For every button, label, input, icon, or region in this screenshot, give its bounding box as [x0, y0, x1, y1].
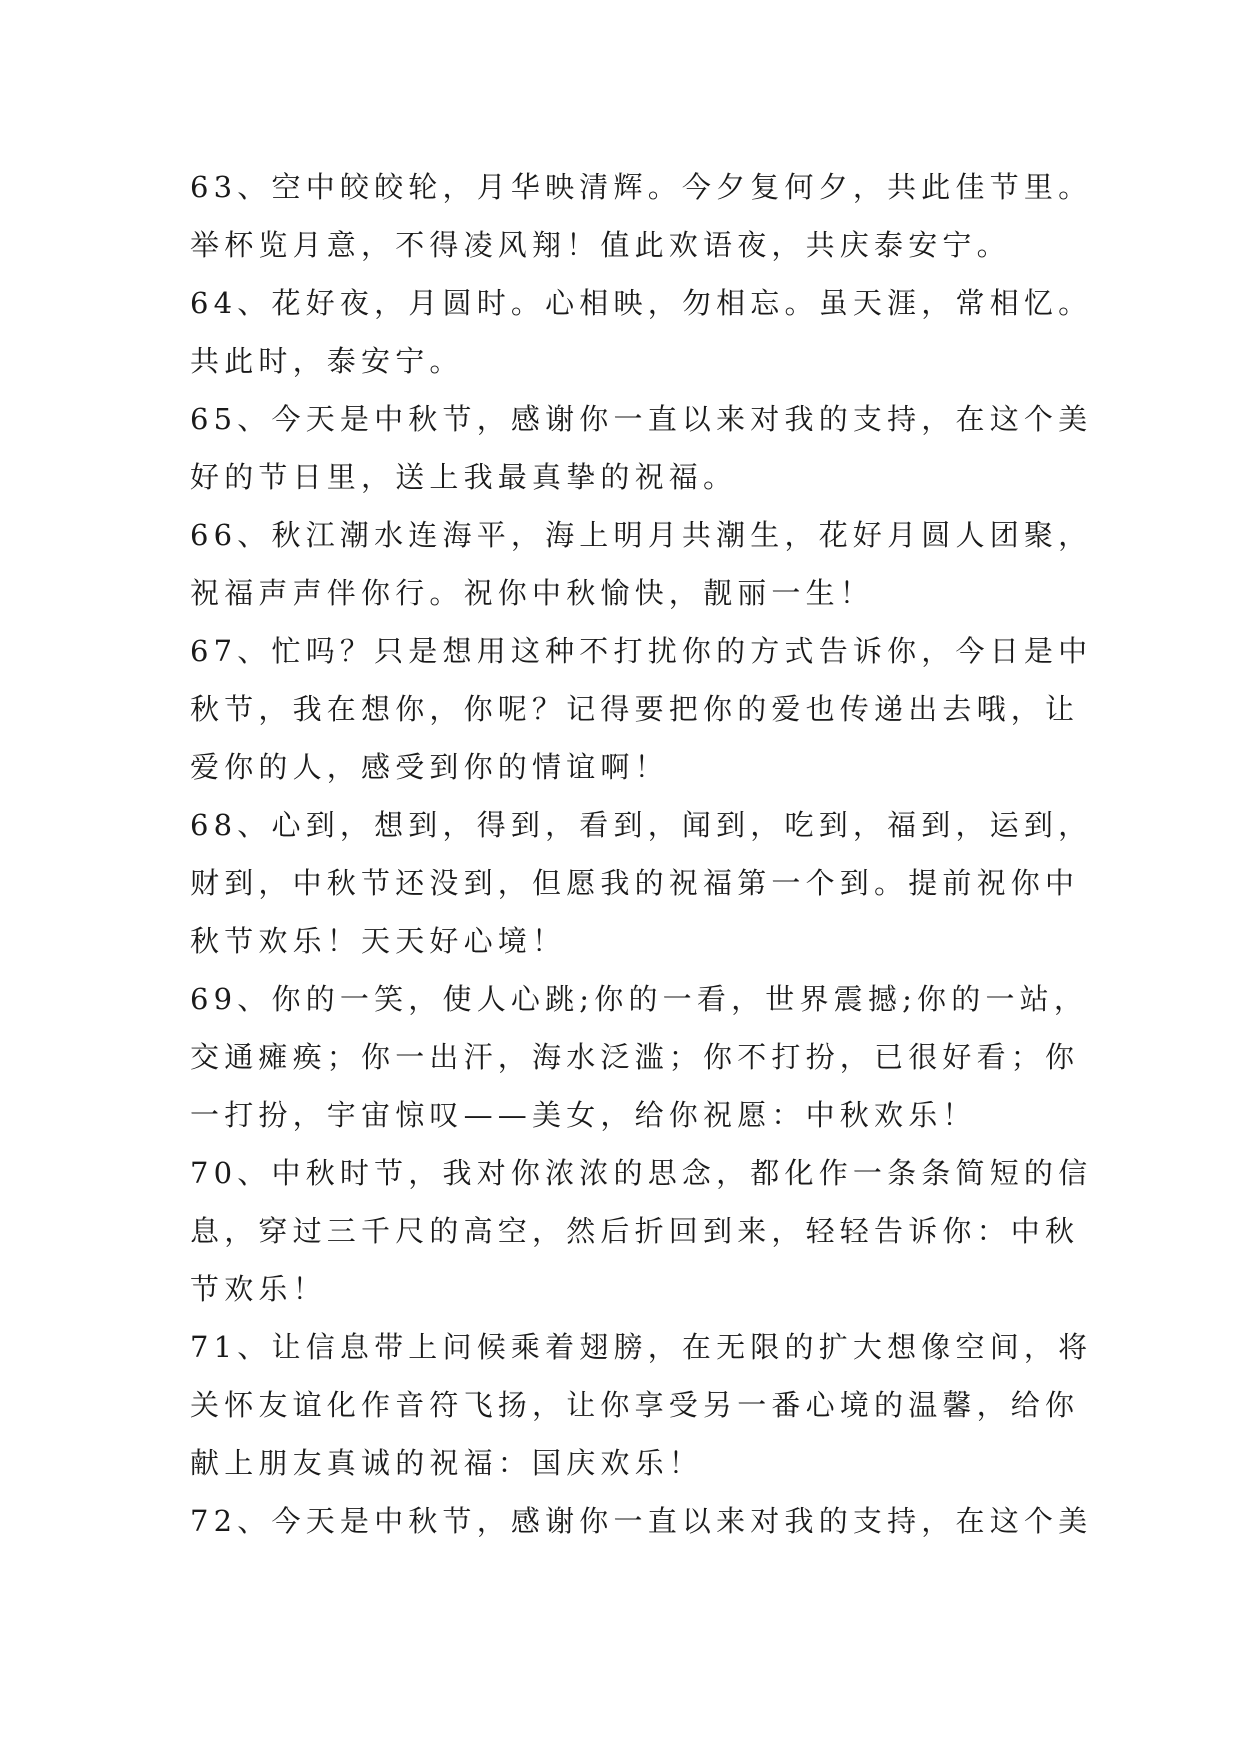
text-line: 交通瘫痪；你一出汗，海水泛滥；你不打扮，已很好看；你: [190, 1040, 1080, 1074]
text-line: 70、中秋时节，我对你浓浓的思念，都化作一条条简短的信: [190, 1156, 1093, 1190]
text-line: 71、让信息带上问候乘着翅膀，在无限的扩大想像空间，将: [190, 1330, 1093, 1364]
text-line: 67、忙吗？只是想用这种不打扰你的方式告诉你，今日是中: [190, 634, 1093, 668]
text-line: 72、今天是中秋节，感谢你一直以来对我的支持，在这个美: [190, 1504, 1093, 1538]
text-line: 祝福声声伴你行。祝你中秋愉快，靓丽一生！: [190, 576, 875, 610]
text-line: 一打扮，宇宙惊叹——美女，给你祝愿：中秋欢乐！: [190, 1098, 977, 1132]
text-line: 65、今天是中秋节，感谢你一直以来对我的支持，在这个美: [190, 402, 1093, 436]
text-line: 息，穿过三千尺的高空，然后折回到来，轻轻告诉你：中秋: [190, 1214, 1080, 1248]
text-line: 63、空中皎皎轮，月华映清辉。今夕复何夕，共此佳节里。: [190, 170, 1093, 204]
text-line: 68、心到，想到，得到，看到，闻到，吃到，福到，运到，: [190, 808, 1093, 842]
text-line: 好的节日里，送上我最真挚的祝福。: [190, 460, 738, 494]
text-line: 69、你的一笑，使人心跳;你的一看，世界震撼;你的一站，: [190, 982, 1089, 1016]
text-line: 秋节，我在想你，你呢？记得要把你的爱也传递出去哦，让: [190, 692, 1080, 726]
text-line: 66、秋江潮水连海平，海上明月共潮生，花好月圆人团聚，: [190, 518, 1093, 552]
text-line: 举杯览月意，不得凌风翔！值此欢语夜，共庆泰安宁。: [190, 228, 1011, 262]
text-line: 节欢乐！: [190, 1272, 327, 1306]
text-line: 关怀友谊化作音符飞扬，让你享受另一番心境的温馨，给你: [190, 1388, 1080, 1422]
document-body: [190, 158, 1100, 1550]
text-line: 献上朋友真诚的祝福：国庆欢乐！: [190, 1446, 704, 1480]
text-line: 共此时，泰安宁。: [190, 344, 464, 378]
text-line: 64、花好夜，月圆时。心相映，勿相忘。虽天涯，常相忆。: [190, 286, 1093, 320]
text-line: 秋节欢乐！天天好心境！: [190, 924, 567, 958]
text-line: 财到，中秋节还没到，但愿我的祝福第一个到。提前祝你中: [190, 866, 1080, 900]
text-line: 爱你的人，感受到你的情谊啊！: [190, 750, 669, 784]
